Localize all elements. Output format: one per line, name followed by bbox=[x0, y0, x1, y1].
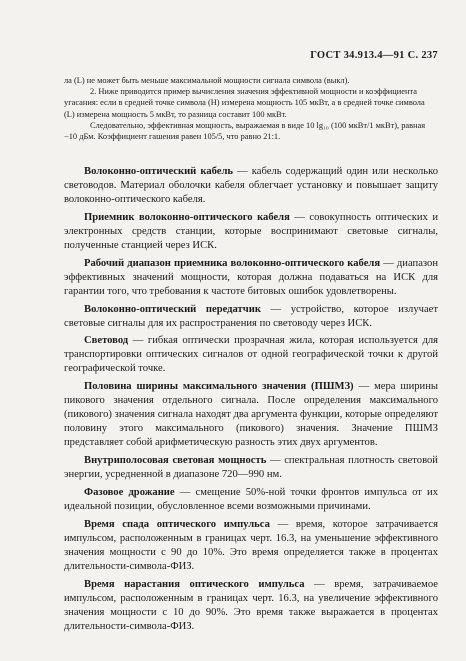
definition-term: Внутриполосовая световая мощность bbox=[84, 455, 267, 467]
definitions-block bbox=[64, 165, 438, 638]
note-paragraph: ла (L) не может быть меньше максимальной мощности сигнала символа (выкл). bbox=[64, 76, 350, 85]
definition-paragraph bbox=[64, 578, 438, 634]
note-paragraph: Следовательно, эффективная мощность, выражаемая в виде 10 lg₁₀ (100 мкВт/1 мкВт), равная −10 дБм. Коэффициент гашения равен 105/5, что равно 21:1. bbox=[64, 120, 426, 142]
definition-text: — смещение 50%-ной точки фронтов импульса от их идеальной позиции, обусловленное всеми возможными причинами. bbox=[64, 487, 438, 512]
definition-paragraph bbox=[64, 334, 438, 376]
definition-paragraph bbox=[64, 303, 438, 331]
definition-term: Приемник волоконно-оптического кабеля bbox=[84, 211, 290, 223]
definition-text: — время, затрачиваемое импульсом, расположенным в границах черт. 16.3, на увеличение эффективного значения мощности с 10 до 90%. Это время также выражается в процентах длительности-символа-ФИЗ. bbox=[64, 578, 438, 632]
definition-text: — устройство, которое излучает световые сигналы для их распространения по световоду через ИСК. bbox=[64, 303, 438, 329]
definition-term: Волоконно-оптический кабель bbox=[84, 166, 234, 177]
note-paragraph: 2. Ниже приводится пример вычисления значения эффективной мощности и коэффициента угасания: если в средней точке символа (Н) измерена мощность 105 мкВт, а в средней точке символа (L) измерена мощность 5 мкВт, то разница составит 100 мкВт. bbox=[64, 87, 425, 119]
definition-paragraph bbox=[64, 211, 438, 253]
definition-paragraph bbox=[64, 454, 438, 482]
definition-text: — совокупность оптических и электронных средств станции, которые воспринимают световые сигналы, полученные станцией через ИСК. bbox=[64, 211, 438, 251]
definition-text: — гибкая оптически прозрачная жила, которая используется для транспортировки оптических сигналов от одной географической точки к другой географической точке. bbox=[64, 335, 438, 375]
definition-term: Световод bbox=[84, 335, 129, 347]
definition-text: — спектральная плотность световой энергии, усредненной в диапазоне 720—990 нм. bbox=[64, 455, 438, 481]
definition-term: Время нарастания оптического импульса bbox=[84, 578, 305, 590]
definition-term: Фазовое дрожание bbox=[84, 487, 175, 499]
definition-text: — время, которое затрачивается импульсом, расположенным в границах черт. 16.3, на уменьшение эффективного значения мощности с 90 до 10%. Это время определяется также в процентах длительности-символа-ФИЗ. bbox=[64, 518, 438, 572]
definition-text: — мера ширины пикового значения отдельного сигнала. После определения максимального (пикового) значения сигнала находят два аргумента функции, которые определяют половину этого максимального (пикового) значения. Значение ПШМЗ представляет собой арифметическую разность этих двух аргументов. bbox=[64, 381, 438, 449]
definition-term: Рабочий диапазон приемника волоконно-оптического кабеля bbox=[84, 257, 381, 269]
definition-paragraph bbox=[64, 165, 438, 207]
definition-text: — кабель содержащий один или несколько световодов. Материал оболочки кабеля облегчает установку и повышает защиту волоконно-оптического кабеля. bbox=[64, 166, 438, 205]
definition-paragraph bbox=[64, 257, 438, 299]
page-header: ГОСТ 34.913.4—91 С. 237 bbox=[310, 50, 438, 61]
definition-term: Время спада оптического импульса bbox=[84, 518, 270, 530]
definition-term: Половина ширины максимального значения (ПШМЗ) bbox=[84, 381, 354, 393]
notes-block bbox=[64, 75, 436, 142]
definition-paragraph bbox=[64, 518, 438, 574]
definition-term: Волоконно-оптический передатчик bbox=[84, 303, 261, 315]
definition-paragraph bbox=[64, 380, 438, 450]
definition-text: — диапазон эффективных значений мощности, которая должна подаваться на ИСК для гарантии того, что требования к частоте битовых ошибок удовлетворены. bbox=[64, 257, 438, 297]
definition-paragraph bbox=[64, 486, 438, 514]
